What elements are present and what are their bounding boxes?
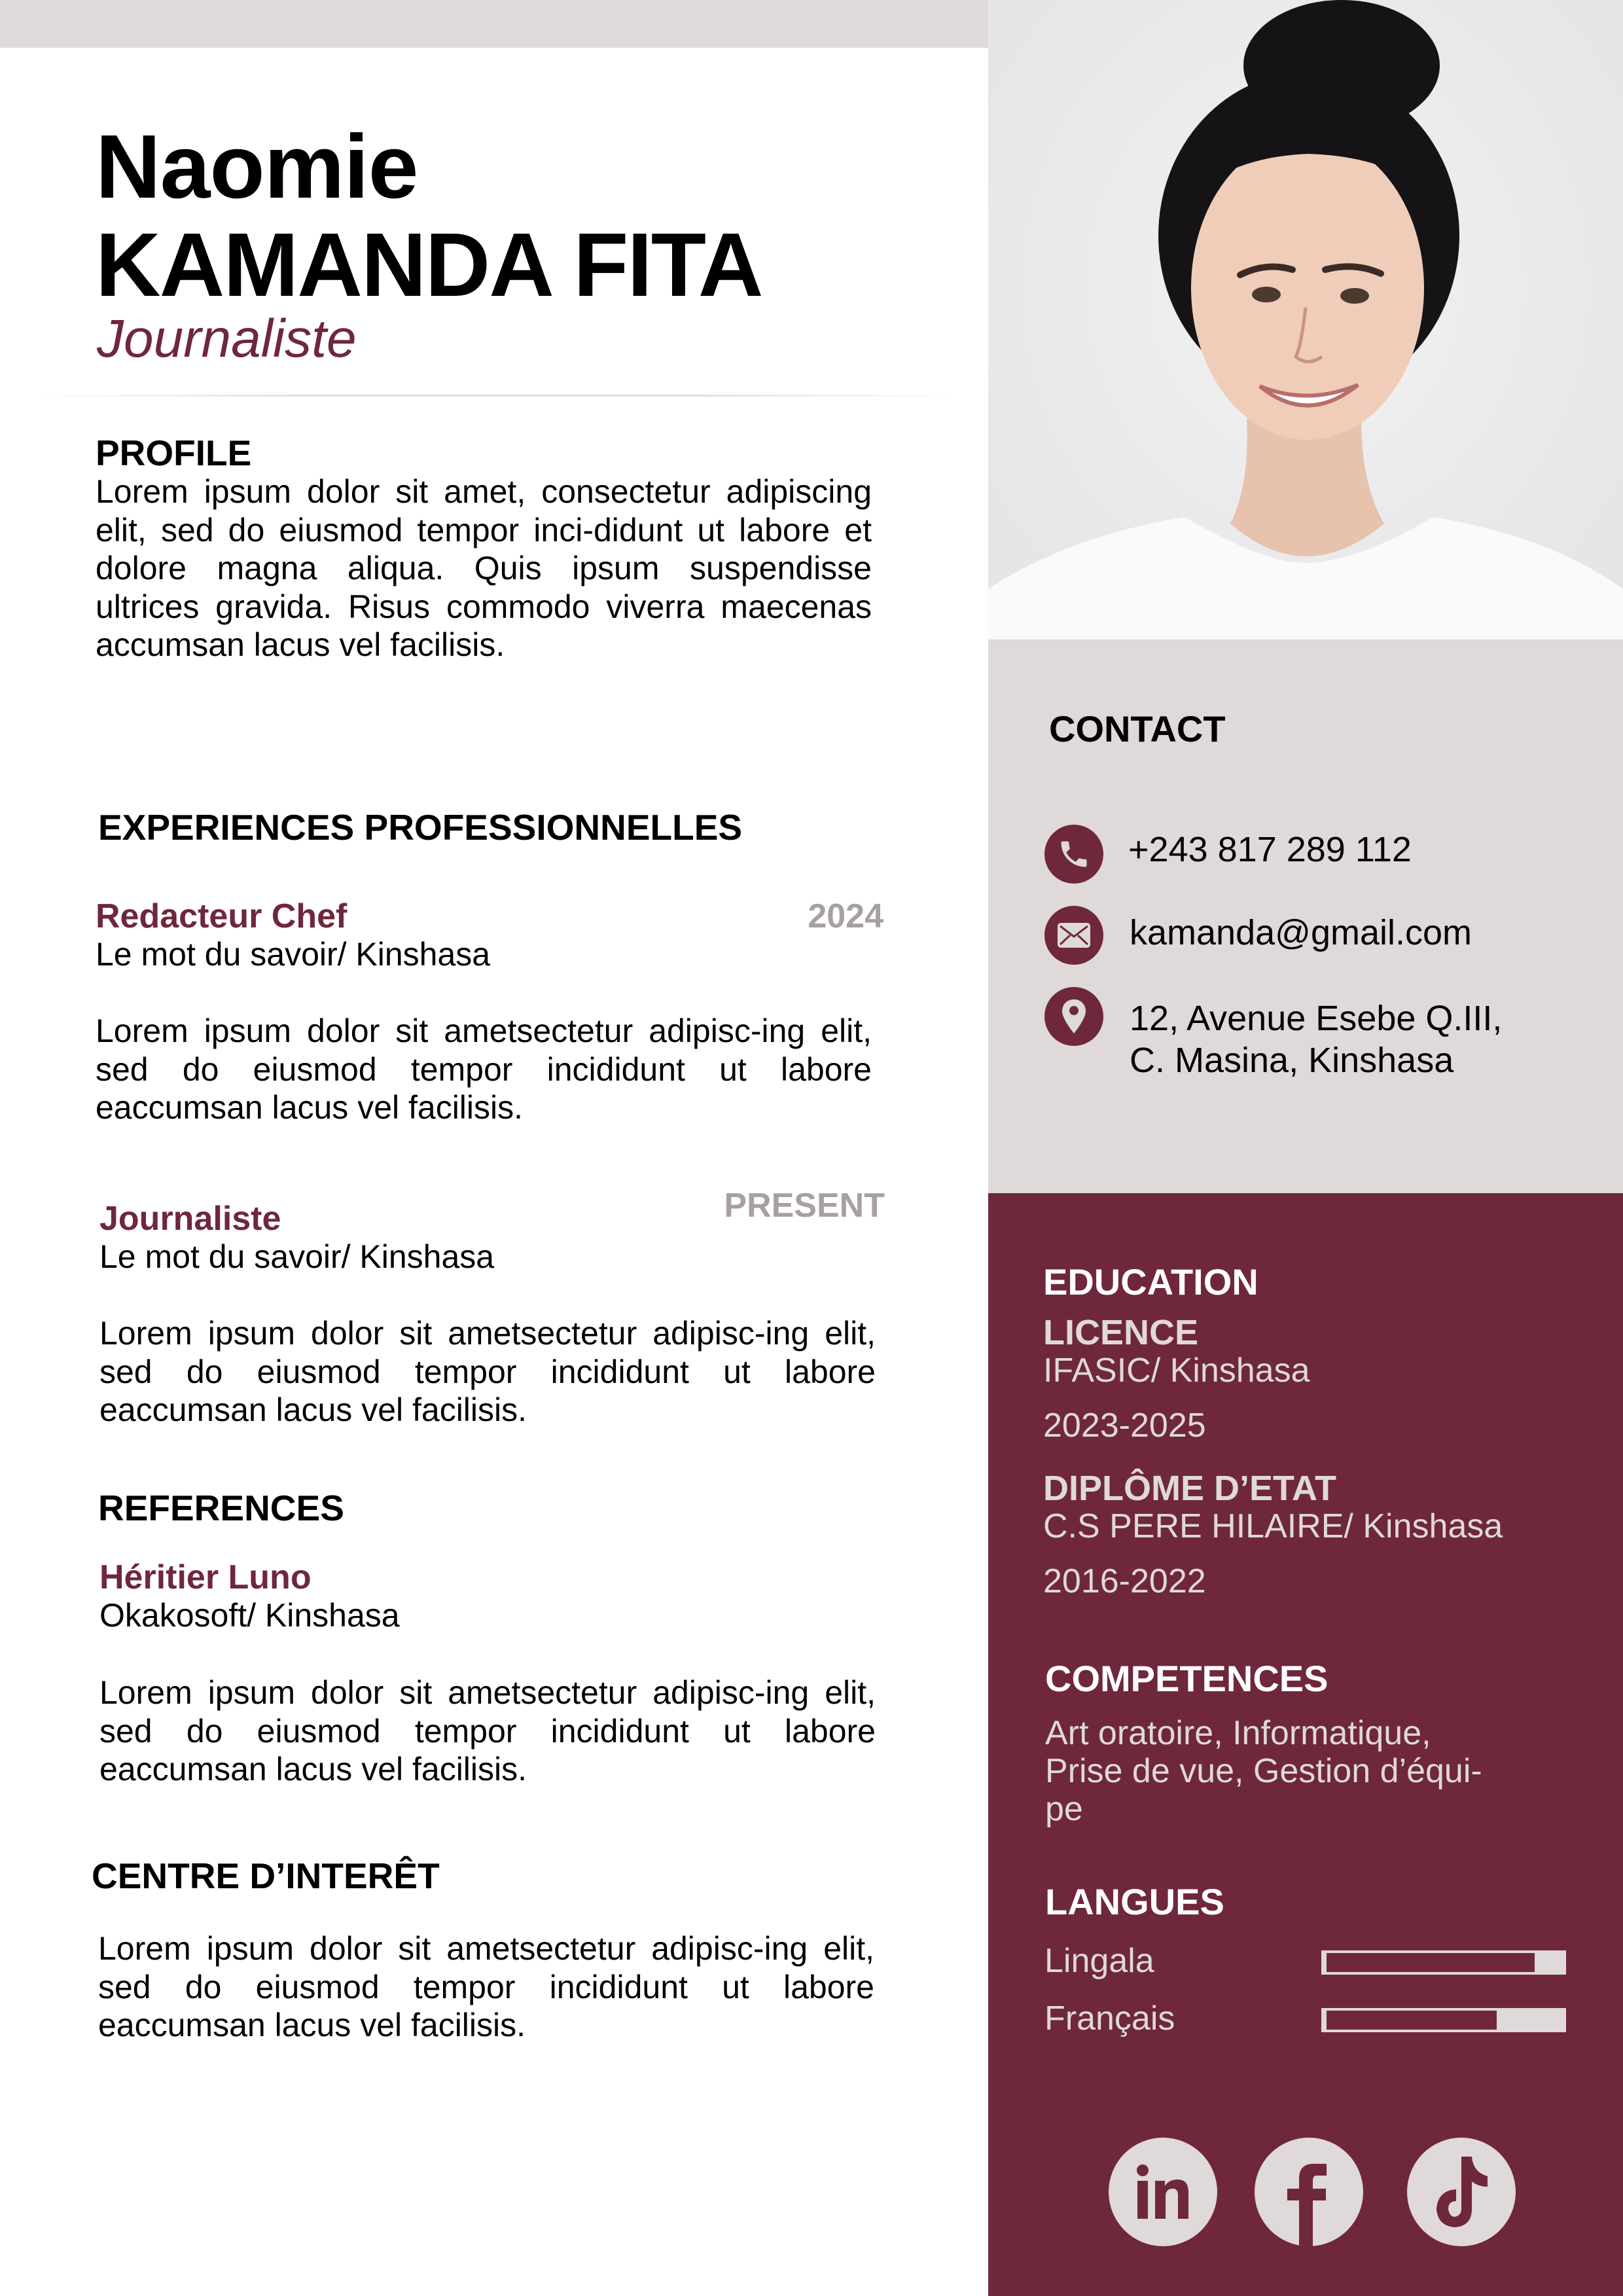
profile-heading: PROFILE (96, 433, 252, 473)
first-name: Naomie (96, 117, 418, 217)
experience-description: Lorem ipsum dolor sit ametsectetur adipisc-ing elit, sed do eiusmod tempor incididunt ut labore eaccumsan lacus vel facilisis. (99, 1315, 876, 1428)
skills-line: Prise de vue, Gestion d’équi- (1045, 1752, 1482, 1790)
contact-phone[interactable]: +243 817 289 112 (1128, 830, 1412, 869)
experience-role: Redacteur Chef (96, 897, 348, 935)
experience-organization: Le mot du savoir/ Kinshasa (99, 1238, 495, 1275)
education-school: IFASIC/ Kinshasa (1043, 1352, 1310, 1390)
header-divider (39, 395, 955, 397)
reference-organization: Okakosoft/ Kinshasa (99, 1597, 400, 1634)
tiktok-icon[interactable] (1407, 2138, 1516, 2246)
experience-role: Journaliste (99, 1200, 281, 1238)
education-degree: DIPLÔME D’ETAT (1043, 1469, 1336, 1508)
language-level-bar (1321, 1950, 1566, 1975)
profile-photo (988, 0, 1623, 639)
facebook-icon[interactable] (1255, 2138, 1363, 2246)
education-school: C.S PERE HILAIRE/ Kinshasa (1043, 1507, 1503, 1545)
skills-line: pe (1045, 1790, 1083, 1828)
language-level-fill (1327, 2011, 1497, 2030)
profile-text: Lorem ipsum dolor sit amet, consectetur adipiscing elit, sed do eiusmod tempor inci-didunt ut labore et dolore magna aliqua. Quis ipsum suspendisse ultrices gravida. Risus commodo viverra maecenas accumsan lacus vel facilisis. (96, 473, 872, 663)
job-title: Journaliste (97, 309, 357, 368)
language-name: Lingala (1044, 1942, 1154, 1980)
education-years: 2023-2025 (1043, 1407, 1206, 1444)
top-accent-band (0, 0, 988, 48)
experience-heading: EXPERIENCES PROFESSIONNELLES (98, 807, 743, 848)
contact-heading: CONTACT (1049, 708, 1226, 749)
contact-email[interactable]: kamanda@gmail.com (1130, 913, 1472, 952)
interests-heading: CENTRE D’INTERÊT (92, 1856, 440, 1896)
mail-icon (1044, 906, 1103, 965)
experience-period: 2024 (808, 897, 883, 935)
experience-description: Lorem ipsum dolor sit ametsectetur adipisc-ing elit, sed do eiusmod tempor incididunt ut labore eaccumsan lacus vel facilisis. (96, 1013, 872, 1126)
linkedin-icon[interactable] (1109, 2138, 1217, 2246)
languages-heading: LANGUES (1045, 1881, 1224, 1922)
language-level-fill (1327, 1953, 1535, 1972)
skills-heading: COMPETENCES (1045, 1658, 1329, 1699)
reference-name: Héritier Luno (99, 1558, 312, 1596)
phone-icon (1044, 825, 1103, 884)
education-years: 2016-2022 (1043, 1562, 1206, 1600)
interests-text: Lorem ipsum dolor sit ametsectetur adipisc-ing elit, sed do eiusmod tempor incididunt ut labore eaccumsan lacus vel facilisis. (98, 1930, 874, 2043)
education-degree: LICENCE (1043, 1313, 1199, 1352)
language-level-bar (1321, 2008, 1566, 2032)
experience-period: PRESENT (724, 1187, 885, 1225)
location-pin-icon (1044, 987, 1103, 1046)
contact-address-line1: 12, Avenue Esebe Q.III, (1130, 999, 1503, 1038)
skills-line: Art oratoire, Informatique, (1045, 1714, 1431, 1752)
contact-address-line2: C. Masina, Kinshasa (1130, 1041, 1454, 1080)
last-name: KAMANDA FITA (96, 215, 762, 315)
education-heading: EDUCATION (1043, 1261, 1258, 1302)
language-name: Français (1044, 2000, 1175, 2037)
portrait-illustration (988, 0, 1623, 639)
experience-organization: Le mot du savoir/ Kinshasa (96, 936, 491, 973)
reference-description: Lorem ipsum dolor sit ametsectetur adipisc-ing elit, sed do eiusmod tempor incididunt ut labore eaccumsan lacus vel facilisis. (99, 1674, 876, 1787)
references-heading: REFERENCES (98, 1488, 344, 1528)
